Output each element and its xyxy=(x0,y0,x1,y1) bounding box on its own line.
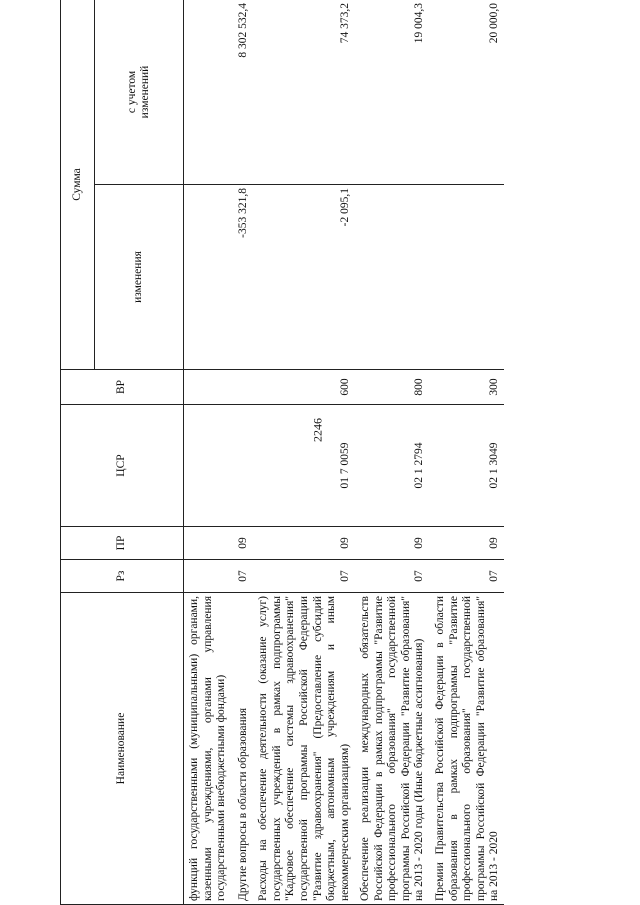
row-rz: 07 xyxy=(428,560,504,593)
row-vr: 600 xyxy=(251,370,353,405)
page-number: 2246 xyxy=(310,418,325,442)
row-change xyxy=(428,185,504,370)
row-total: 20 000,0 xyxy=(428,0,504,185)
row-change: -2 095,1 xyxy=(251,185,353,370)
table-row xyxy=(353,0,428,905)
row-vr xyxy=(230,370,252,405)
header-sum: Сумма xyxy=(61,0,95,370)
row-name: Обеспечение реализации международных обязательств Российской Федерации в рамках подпрограммы "Развитие профессионального образования" государственной программы Российской Федерации "Развитие образования" на 2013 - 2020 годы (Иные бюджетные ассигнования) xyxy=(353,593,428,905)
header-csr: ЦСР xyxy=(61,405,184,527)
row-vr: 300 xyxy=(428,370,504,405)
row-csr: 01 7 0059 xyxy=(251,405,353,527)
row-total xyxy=(184,0,230,185)
header-changes: изменения xyxy=(95,185,184,370)
header-with-changes-line1: с учетом xyxy=(125,70,138,114)
header-vr: ВР xyxy=(61,370,184,405)
header-with-changes-line2: изменений xyxy=(139,65,152,119)
table-row xyxy=(251,0,353,905)
table-body xyxy=(184,0,504,905)
row-vr xyxy=(184,370,230,405)
row-total: 19 004,3 xyxy=(353,0,428,185)
budget-table xyxy=(60,0,504,905)
row-change xyxy=(184,185,230,370)
row-pr: 09 xyxy=(251,527,353,560)
table-row xyxy=(230,0,252,905)
row-total: 8 302 532,4 xyxy=(230,0,252,185)
row-rz: 07 xyxy=(353,560,428,593)
row-csr xyxy=(184,405,230,527)
row-total: 74 373,2 xyxy=(251,0,353,185)
row-change: -353 321,8 xyxy=(230,185,252,370)
header-rz: Рз xyxy=(61,560,184,593)
row-csr: 02 1 3049 xyxy=(428,405,504,527)
row-rz: 07 xyxy=(230,560,252,593)
header-name: Наименование xyxy=(61,593,184,905)
row-name: Другие вопросы в области образования xyxy=(230,593,252,905)
row-change xyxy=(353,185,428,370)
row-pr: 09 xyxy=(230,527,252,560)
row-csr: 02 1 2794 xyxy=(353,405,428,527)
header-with-changes xyxy=(95,0,184,185)
row-csr xyxy=(230,405,252,527)
row-name: Расходы на обеспечение деятельности (оказание услуг) государственных учреждений в рамках подпрограммы "Кадровое обеспечение системы здравоохранения" государственной программы Российской Федерации "Развитие здравоохранения" (Предоставление субсидий бюджетным, автономным учреждениям и иным некоммерческим организациям) xyxy=(251,593,353,905)
row-pr: 09 xyxy=(353,527,428,560)
table-row xyxy=(428,0,504,905)
row-name: Премии Правительства Российской Федерации в области образования в рамках подпрограммы "Развитие профессионального образования" государственной программы Российской Федерации "Развитие образования" на 2013 - 2020 xyxy=(428,593,504,905)
row-rz: 07 xyxy=(251,560,353,593)
row-pr: 09 xyxy=(428,527,504,560)
header-pr: ПР xyxy=(61,527,184,560)
row-name: функций государственными (муниципальными) органами, казенными учреждениями, органами управления государственными внебюджетными фондами) xyxy=(184,593,230,905)
rotated-page-content xyxy=(60,0,640,905)
row-rz xyxy=(184,560,230,593)
table-header xyxy=(61,0,184,905)
table-row xyxy=(184,0,230,905)
row-pr xyxy=(184,527,230,560)
row-vr: 800 xyxy=(353,370,428,405)
